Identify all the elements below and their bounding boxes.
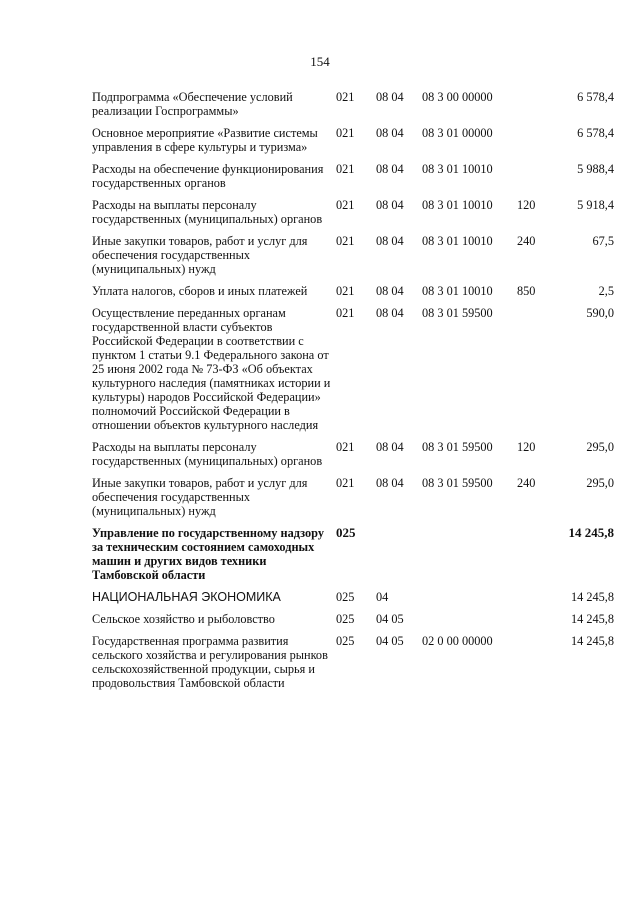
- amount: 590,0: [586, 306, 614, 320]
- section-code: [376, 526, 422, 590]
- section-code: 08 04: [376, 198, 404, 212]
- department-code: 021: [336, 162, 355, 176]
- department-code: 021: [336, 306, 355, 320]
- section-code: 08 04: [376, 440, 404, 454]
- department-code: 021: [336, 440, 355, 454]
- target-article-code: 08 3 01 10010: [422, 234, 493, 248]
- target-article-code: 08 3 01 00000: [422, 126, 493, 140]
- budget-table-body: [92, 90, 614, 698]
- item-name: Уплата налогов, сборов и иных платежей: [92, 284, 308, 298]
- expense-type-code: [517, 162, 551, 198]
- expense-type-code: 240: [517, 476, 536, 490]
- target-article-code: 08 3 01 10010: [422, 162, 493, 176]
- department-code: 021: [336, 284, 355, 298]
- item-name: Расходы на выплаты персоналу государственных (муниципальных) органов: [92, 198, 323, 226]
- expense-type-code: [517, 526, 551, 590]
- section-code: 08 04: [376, 306, 404, 320]
- target-article-code: 08 3 00 00000: [422, 90, 493, 104]
- target-article-code: 08 3 01 10010: [422, 198, 493, 212]
- department-code: 025: [336, 612, 355, 626]
- department-code: 021: [336, 198, 355, 212]
- item-name: Иные закупки товаров, работ и услуг для обеспечения государственных (муниципальных) нужд: [92, 234, 308, 276]
- expense-type-code: 120: [517, 198, 536, 212]
- section-code: 08 04: [376, 162, 404, 176]
- table-row: [92, 198, 614, 234]
- item-name: Расходы на выплаты персоналу государственных (муниципальных) органов: [92, 440, 323, 468]
- amount: 6 578,4: [577, 90, 614, 104]
- table-row: [92, 234, 614, 284]
- expense-type-code: 240: [517, 234, 536, 248]
- item-name: НАЦИОНАЛЬНАЯ ЭКОНОМИКА: [92, 590, 281, 604]
- page-number: 154: [310, 54, 330, 69]
- section-code: 08 04: [376, 126, 404, 140]
- amount: 2,5: [598, 284, 614, 298]
- amount: 14 245,8: [568, 525, 614, 540]
- table-row: [92, 612, 614, 634]
- table-row: [92, 590, 614, 612]
- expense-type-code: [517, 126, 551, 162]
- expense-type-code: [517, 634, 551, 698]
- table-row: [92, 634, 614, 698]
- budget-table: [92, 90, 614, 698]
- item-name: Иные закупки товаров, работ и услуг для обеспечения государственных (муниципальных) нужд: [92, 476, 308, 518]
- target-article-code: 02 0 00 00000: [422, 634, 493, 648]
- department-code: 025: [336, 590, 355, 604]
- expense-type-code: 850: [517, 284, 536, 298]
- department-code: 021: [336, 234, 355, 248]
- table-row: [92, 284, 614, 306]
- section-code: 08 04: [376, 234, 404, 248]
- item-name: Осуществление переданных органам государственной власти субъектов Российской Федерации в соответствии с пунктом 1 статьи 9.1 Федерального закона от 25 июня 2002 года № 73-ФЗ «Об объектах культурного наследия (памятниках истории и культуры) народов Российской Федерации» полномочий Российской Федерации в отношении объектов культурного наследия: [92, 306, 331, 432]
- item-name: Управление по государственному надзору за техническим состоянием самоходных машин и других видов техники Тамбовской области: [92, 526, 324, 582]
- section-code: 08 04: [376, 284, 404, 298]
- target-article-code: [422, 526, 517, 590]
- item-name: Сельское хозяйство и рыболовство: [92, 612, 275, 626]
- item-name: Основное мероприятие «Развитие системы управления в сфере культуры и туризма»: [92, 126, 318, 154]
- table-row: [92, 90, 614, 126]
- target-article-code: 08 3 01 59500: [422, 476, 493, 490]
- expense-type-code: [517, 612, 551, 634]
- section-code: 04: [376, 590, 389, 604]
- section-code: 08 04: [376, 476, 404, 490]
- target-article-code: 08 3 01 59500: [422, 306, 493, 320]
- item-name: Государственная программа развития сельского хозяйства и регулирования рынков сельскохозяйственной продукции, сырья и продовольствия Тамбовской области: [92, 634, 328, 690]
- section-code: 04 05: [376, 612, 404, 626]
- amount: 5 918,4: [577, 198, 614, 212]
- expense-type-code: 120: [517, 440, 536, 454]
- table-row: [92, 526, 614, 590]
- amount: 14 245,8: [570, 634, 614, 648]
- amount: 67,5: [592, 234, 614, 248]
- department-code: 025: [336, 525, 356, 540]
- department-code: 021: [336, 126, 355, 140]
- department-code: 025: [336, 634, 355, 648]
- expense-type-code: [517, 590, 551, 612]
- amount: 6 578,4: [577, 126, 614, 140]
- amount: 14 245,8: [570, 590, 614, 604]
- target-article-code: 08 3 01 10010: [422, 284, 493, 298]
- expense-type-code: [517, 306, 551, 440]
- table-row: [92, 306, 614, 440]
- amount: 14 245,8: [570, 612, 614, 626]
- department-code: 021: [336, 90, 355, 104]
- item-name: Подпрограмма «Обеспечение условий реализации Госпрограммы»: [92, 90, 293, 118]
- department-code: 021: [336, 476, 355, 490]
- target-article-code: [422, 612, 517, 634]
- amount: 5 988,4: [577, 162, 614, 176]
- table-row: [92, 440, 614, 476]
- amount: 295,0: [586, 476, 614, 490]
- item-name: Расходы на обеспечение функционирования государственных органов: [92, 162, 324, 190]
- amount: 295,0: [586, 440, 614, 454]
- table-row: [92, 126, 614, 162]
- target-article-code: 08 3 01 59500: [422, 440, 493, 454]
- expense-type-code: [517, 90, 551, 126]
- section-code: 04 05: [376, 634, 404, 648]
- section-code: 08 04: [376, 90, 404, 104]
- table-row: [92, 162, 614, 198]
- target-article-code: [422, 590, 517, 612]
- table-row: [92, 476, 614, 526]
